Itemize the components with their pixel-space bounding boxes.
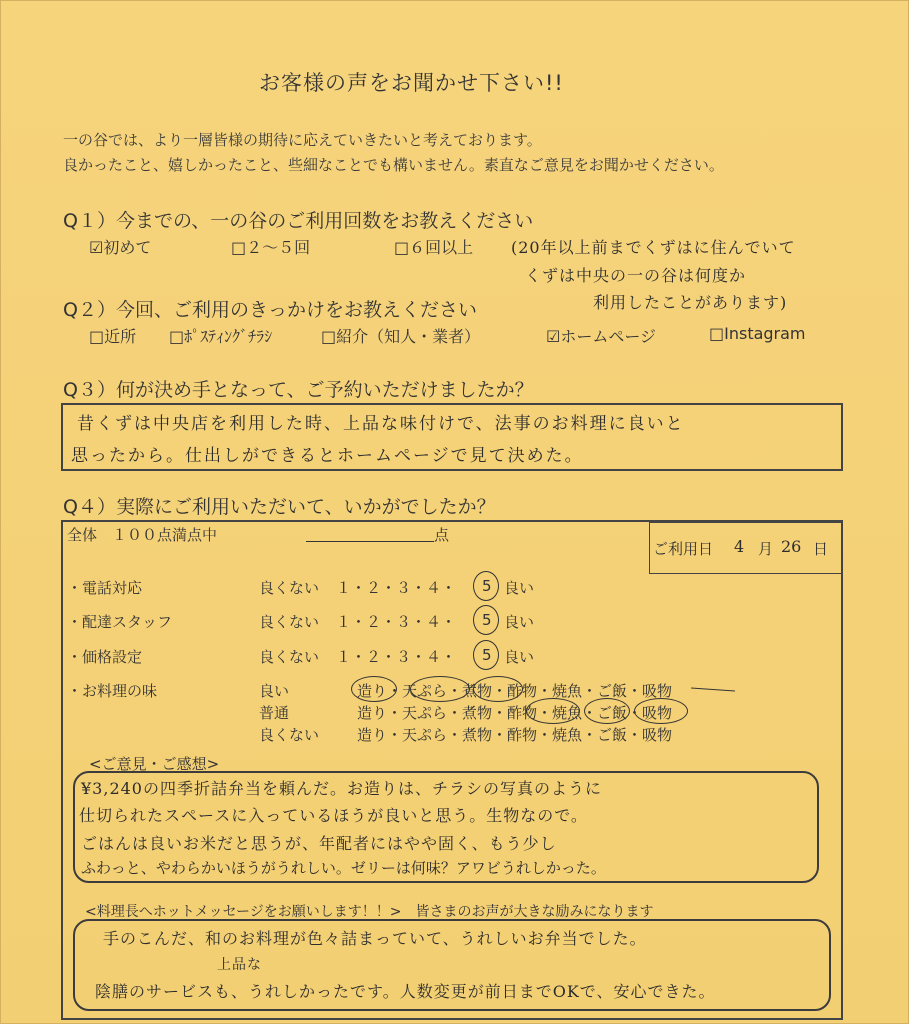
- rating-phone-circle: [473, 571, 499, 601]
- taste-good-items[interactable]: 造り・天ぷら・煮物・酢物・焼魚・ご飯・吸物: [357, 682, 673, 700]
- rating-delivery-circle: [473, 605, 499, 635]
- taste-normal-items[interactable]: 造り・天ぷら・煮物・酢物・焼魚・ご飯・吸物: [357, 704, 673, 722]
- date-prefix: ご利用日: [653, 540, 714, 558]
- rating-delivery-scale[interactable]: １・２・３・４・: [336, 613, 457, 631]
- q3-answer-line-2: 思ったから。仕出しができるとホームページで見て決めた。: [71, 446, 584, 466]
- q1-question: Q１）今までの、一の谷のご利用回数をお教えください: [63, 210, 534, 232]
- rating-delivery-5[interactable]: 5: [482, 611, 492, 629]
- rating-price-low: 良くない: [259, 648, 320, 666]
- q1-note-line-1: (20年以上前までくずはに住んでいて: [511, 238, 796, 257]
- date-month-unit: 月: [758, 540, 774, 558]
- q1-option-2-5[interactable]: □２～５回: [231, 238, 311, 257]
- feedback-line-1: ¥3,240の四季折詰弁当を頼んだ。お造りは、チラシの写真のように: [81, 779, 602, 798]
- overall-score-blank[interactable]: [306, 541, 434, 542]
- rating-phone-5[interactable]: 5: [482, 577, 492, 595]
- q3-answer-line-1: 昔くずは中央店を利用した時、上品な味付けで、法事のお料理に良いと: [77, 414, 685, 434]
- chef-line-1: 手のこんだ、和のお料理が色々詰まっていて、うれしいお弁当でした。: [103, 929, 647, 948]
- intro-line-2: 良かったこと、嬉しかったこと、些細なことでも構いません。素直なご意見をお聞かせください。: [63, 156, 724, 174]
- taste-bad-items[interactable]: 造り・天ぷら・煮物・酢物・焼魚・ご飯・吸物: [357, 726, 673, 744]
- taste-normal-level: 普通: [259, 704, 290, 722]
- date-day-unit: 日: [813, 540, 829, 558]
- date-day: 26: [781, 537, 802, 556]
- taste-circle-nimono: [473, 676, 523, 702]
- chef-heading: <料理長へホットメッセージをお願いします！！> 皆さまのお声が大きな励みになります: [85, 904, 654, 920]
- q3-question: Q３）何が決め手となって、ご予約いただけましたか？: [63, 379, 534, 401]
- rating-delivery-high: 良い: [504, 613, 535, 631]
- feedback-heading: <ご意見・ご感想>: [89, 755, 220, 773]
- q1-option-first[interactable]: ☑初めて: [89, 238, 152, 257]
- page-title: お客様の声をお聞かせ下さい!!: [259, 71, 564, 95]
- chef-line-2: 陰膳のサービスも、うれしかったです。人数変更が前日までOKで、安心できた。: [95, 982, 716, 1001]
- intro-line-1: 一の谷では、より一層皆様の期待に応えていきたいと考えております。: [63, 131, 542, 149]
- taste-circle-yakizakana: [584, 698, 630, 724]
- taste-bad-level: 良くない: [259, 726, 320, 744]
- rating-phone-label: ・電話対応: [67, 579, 143, 597]
- rating-price-label: ・価格設定: [67, 648, 143, 666]
- feedback-line-2: 仕切られたスペースに入っているほうが良いと思う。生物なので。: [79, 806, 588, 825]
- overall-score-label: 全体 １００点満点中: [67, 526, 218, 544]
- date-month: 4: [734, 537, 746, 556]
- feedback-line-3: ごはんは良いお米だと思うが、年配者にはやや固く、もう少し: [81, 834, 557, 853]
- q2-option-referral[interactable]: □紹介（知人・業者）: [321, 327, 481, 346]
- q1-option-6plus[interactable]: □６回以上: [394, 238, 474, 257]
- chef-insert: 上品な: [217, 957, 262, 973]
- q1-note-line-2: くずは中央の一の谷は何度か: [525, 266, 747, 285]
- q2-question: Q２）今回、ご利用のきっかけをお教えください: [63, 299, 477, 321]
- q2-option-homepage[interactable]: ☑ホームページ: [546, 327, 657, 346]
- taste-label: ・お料理の味: [67, 682, 158, 700]
- taste-circle-tsukuri: [351, 676, 397, 702]
- rating-price-scale[interactable]: １・２・３・４・: [336, 648, 457, 666]
- rating-phone-high: 良い: [504, 579, 535, 597]
- rating-price-circle: [473, 640, 499, 670]
- rating-phone-scale[interactable]: １・２・３・４・: [336, 579, 457, 597]
- rating-delivery-label: ・配達スタッフ: [67, 613, 173, 631]
- taste-good-level: 良い: [259, 682, 290, 700]
- rating-price-5[interactable]: 5: [482, 646, 492, 664]
- q2-option-flyer[interactable]: □ﾎﾟｽﾃｨﾝｸﾞﾁﾗｼ: [169, 327, 273, 346]
- q1-note-line-3: 利用したことがあります): [593, 293, 788, 312]
- taste-circle-gohan: [634, 698, 688, 724]
- q4-question: Q４）実際にご利用いただいて、いかがでしたか？: [63, 496, 496, 518]
- feedback-line-4: ふわっと、やわらかいほうがうれしい。ゼリーは何味？アワビうれしかった。: [81, 859, 606, 877]
- overall-score-unit: 点: [434, 526, 450, 544]
- q2-option-neighborhood[interactable]: □近所: [89, 327, 137, 346]
- taste-circle-tempura: [410, 676, 470, 702]
- rating-phone-low: 良くない: [259, 579, 320, 597]
- taste-circle-sunomono: [526, 698, 580, 724]
- rating-price-high: 良い: [504, 648, 535, 666]
- q2-option-instagram[interactable]: □Instagram: [709, 324, 806, 343]
- rating-delivery-low: 良くない: [259, 613, 320, 631]
